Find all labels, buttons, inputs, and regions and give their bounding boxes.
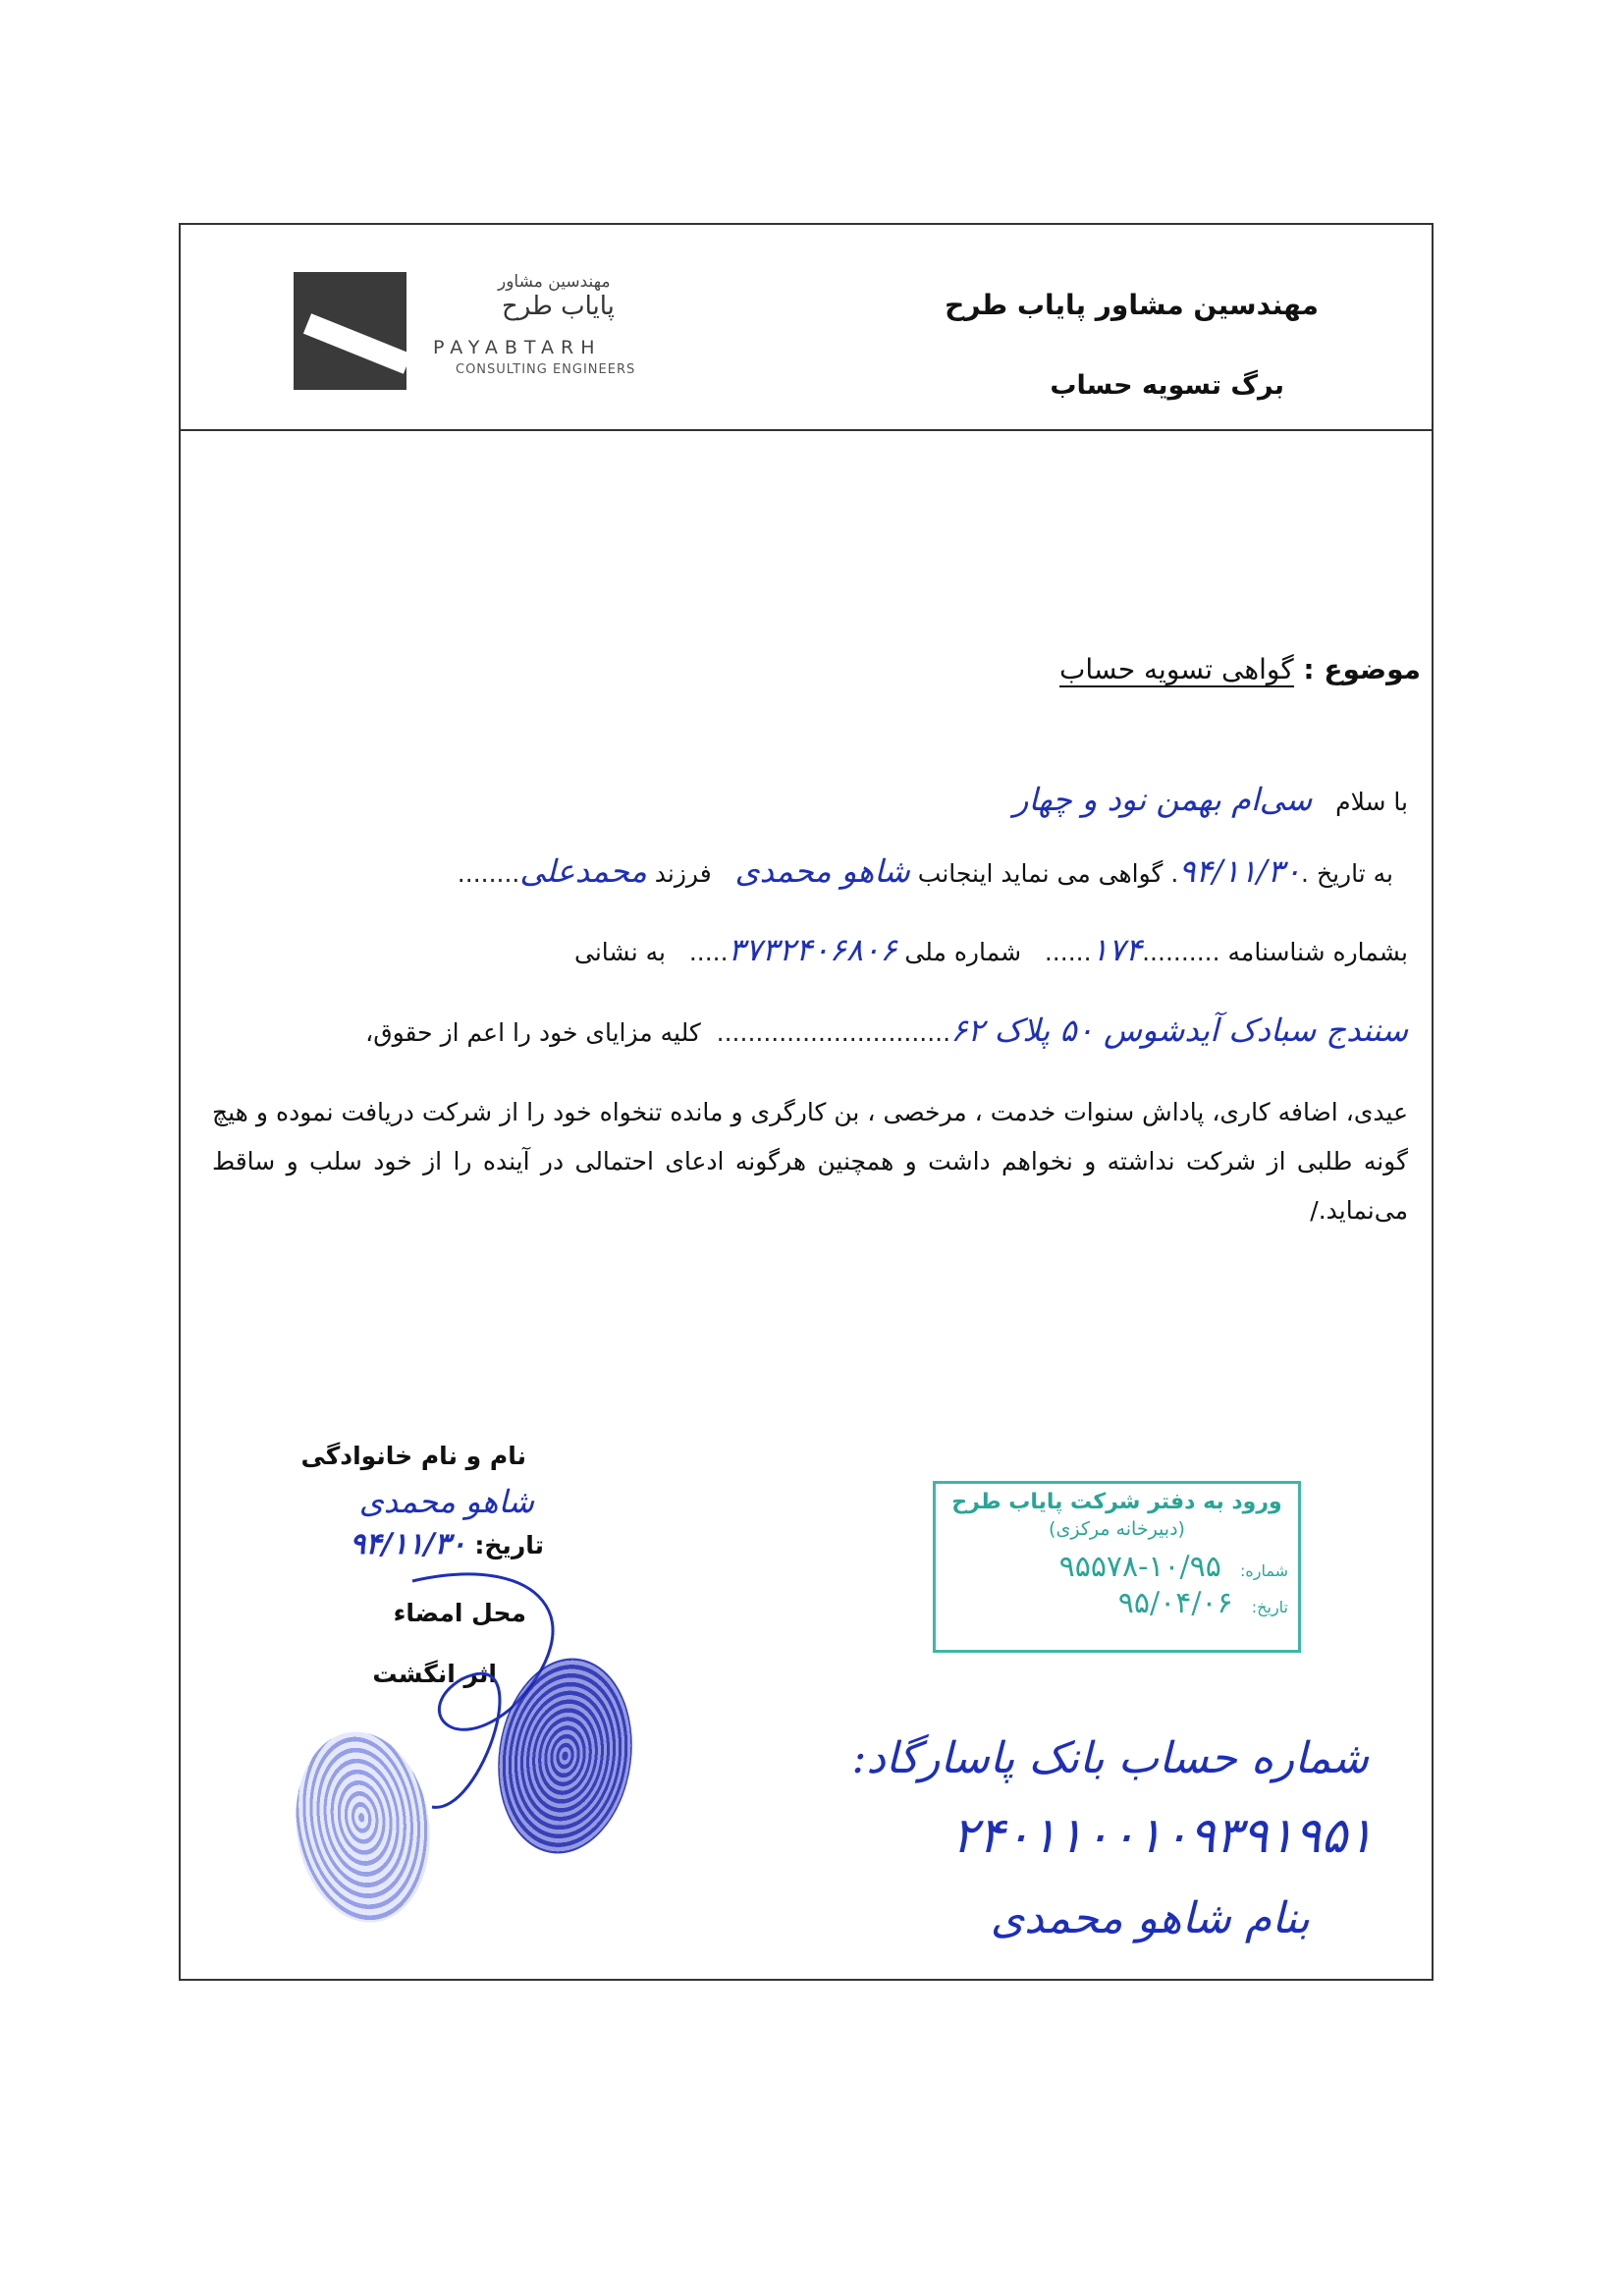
l2-prefix: بشماره شناسنامه	[1227, 938, 1408, 966]
name-label: نام و نام خانوادگی	[300, 1442, 526, 1470]
date-label: تاریخ:	[474, 1531, 544, 1559]
l1-child: فرزند	[654, 859, 712, 888]
date-line	[350, 1527, 544, 1561]
letter-line-1: به تاریخ .۹۴/۱۱/۳۰. گواهی می نماید اینجانب شاهو محمدی فرزند محمدعلی........	[457, 852, 1393, 890]
bank-account-number: ۲۴۰۱۱۰۰۱۰۹۳۹۱۹۵۱	[951, 1807, 1374, 1864]
l2-id: ۱۷۴	[1091, 931, 1143, 968]
stamp-number: ۱۰/۹۵-۹۵۵۷۸	[1058, 1550, 1221, 1584]
stamp-subtitle: (دبیرخانه مرکزی)	[1049, 1518, 1185, 1540]
fingerprint-label: اثر انگشت	[372, 1660, 497, 1688]
bank-note-line1: شماره حساب بانک پاسارگاد:	[851, 1733, 1369, 1783]
stamp-date-label: تاریخ:	[1251, 1598, 1288, 1616]
stamp-number-row	[946, 1550, 1288, 1584]
greeting: با سلام	[1335, 788, 1408, 816]
l3-suffix: کلیه مزایای خود را اعم از حقوق،	[365, 1018, 701, 1047]
letter-line-3: سنندج سبادک آیدشوس ۵۰ پلاک ۶۲.............................. کلیه مزایای خود را اعم از حقوق،	[365, 1011, 1408, 1049]
subject-value: گواهی تسویه حساب	[1058, 653, 1294, 685]
l2-mid: شماره ملی	[904, 938, 1022, 966]
stamp-date: ۹۵/۰۴/۰۶	[1117, 1586, 1233, 1620]
logo-fa: پایاب طرح	[502, 292, 615, 321]
l1-name: شاهو محمدی	[734, 852, 910, 890]
logo-subtitle: CONSULTING ENGINEERS	[456, 362, 636, 377]
subject-label: موضوع :	[1303, 653, 1421, 685]
name-handwritten: شاهو محمدی	[358, 1483, 534, 1520]
letter-line-2: بشماره شناسنامه ..........۱۷۴...... شماره ملی ۳۷۳۲۴۰۶۸۰۶..... به نشانی	[573, 931, 1408, 968]
logo-fa-small: مهندسین مشاور	[498, 272, 611, 292]
bank-note-name: بنام شاهو محمدی	[990, 1893, 1310, 1943]
l2-national: ۳۷۳۲۴۰۶۸۰۶	[728, 931, 897, 968]
l2-suffix: به نشانی	[573, 938, 666, 966]
l1-father: محمدعلی	[519, 852, 647, 890]
l3-address: سنندج سبادک آیدشوس ۵۰ پلاک ۶۲	[950, 1011, 1408, 1049]
logo-en: PAYABTARH	[433, 337, 602, 358]
office-entry-stamp	[933, 1481, 1301, 1653]
logo-mark	[294, 272, 406, 390]
company-name: مهندسین مشاور پایاب طرح	[945, 289, 1319, 321]
letter-body: عیدی، اضافه کاری، پاداش سنوات خدمت ، مرخصی ، بن کارگری و مانده تنخواه خود را از شرکت دریافت نموده و هیچ گونه طلبی از شرکت نداشته و نخواهم داشت و همچنین هرگونه ادعای احتمالی در آینده را از خود سلب و ساقط می‌نماید./	[212, 1098, 1408, 1225]
company-logo	[294, 268, 672, 401]
l1-date: ۹۴/۱۱/۳۰	[1178, 852, 1302, 890]
greeting-line	[1013, 781, 1408, 818]
stamp-date-row	[946, 1586, 1288, 1620]
greeting-handwritten: سی‌ام بهمن نود و چهار	[1013, 781, 1313, 818]
stamp-number-label: شماره:	[1239, 1561, 1288, 1580]
form-title: برگ تسویه حساب	[1050, 370, 1284, 401]
sign-place-label: محل امضاء	[393, 1599, 526, 1627]
l1-mid: گواهی می نماید اینجانب	[917, 859, 1164, 888]
subject-line	[1059, 653, 1421, 685]
header-divider	[181, 429, 1432, 431]
stamp-title: ورود به دفتر شرکت پایاب طرح	[951, 1490, 1282, 1514]
date-handwritten: ۹۴/۱۱/۳۰	[350, 1527, 466, 1561]
l1-prefix: به تاریخ	[1316, 859, 1393, 888]
